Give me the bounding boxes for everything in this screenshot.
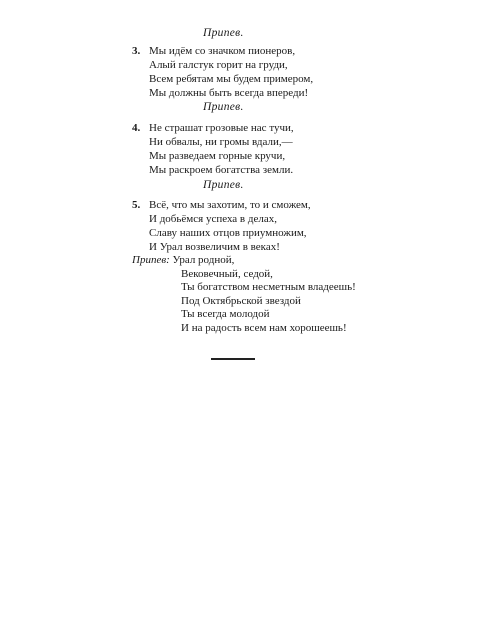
verse-line: Всем ребятам мы будем примером, — [149, 73, 314, 85]
refrain-line: Урал родной, — [172, 254, 235, 266]
refrain-line: Вековечный, седой, — [181, 267, 273, 280]
verse-4 — [132, 121, 294, 177]
verse-line: Всё, что мы захотим, то и сможем, — [149, 199, 311, 211]
verse-5 — [132, 198, 311, 254]
verse-line: Ни обвалы, ни громы вдали,— — [149, 136, 293, 148]
verse-number: 3. — [132, 45, 141, 57]
verse-line: Мы разведаем горные кручи, — [149, 150, 286, 162]
refrain-line: Ты всегда молодой — [181, 308, 270, 321]
verse-line: И добьёмся успеха в делах, — [149, 213, 277, 225]
refrain-heading: Припев. — [203, 27, 244, 39]
refrain-line: Под Октябрьской звездой — [181, 294, 301, 307]
verse-line: Мы идём со значком пионеров, — [149, 45, 296, 57]
verse-line: Мы должны быть всегда впереди! — [149, 87, 309, 99]
verse-line: Алый галстук горит на груди, — [149, 59, 288, 71]
verse-line: И Урал возвеличим в веках! — [149, 241, 280, 253]
verse-3 — [132, 44, 313, 100]
refrain-heading: Припев. — [203, 101, 244, 113]
refrain-line: Ты богатством несметным владеешь! — [181, 281, 356, 294]
verse-line: Славу наших отцов приумножим, — [149, 227, 307, 239]
refrain-line: И на радость всем нам хорошеешь! — [181, 321, 347, 334]
end-divider — [211, 358, 255, 360]
final-refrain — [132, 254, 356, 336]
verse-line: Не страшат грозовые нас тучи, — [149, 122, 294, 134]
refrain-label: Припев: — [132, 254, 170, 266]
verse-number: 4. — [132, 122, 141, 134]
verse-number: 5. — [132, 199, 141, 211]
verse-line: Мы раскроем богатства земли. — [149, 164, 294, 176]
refrain-heading: Припев. — [203, 179, 244, 191]
